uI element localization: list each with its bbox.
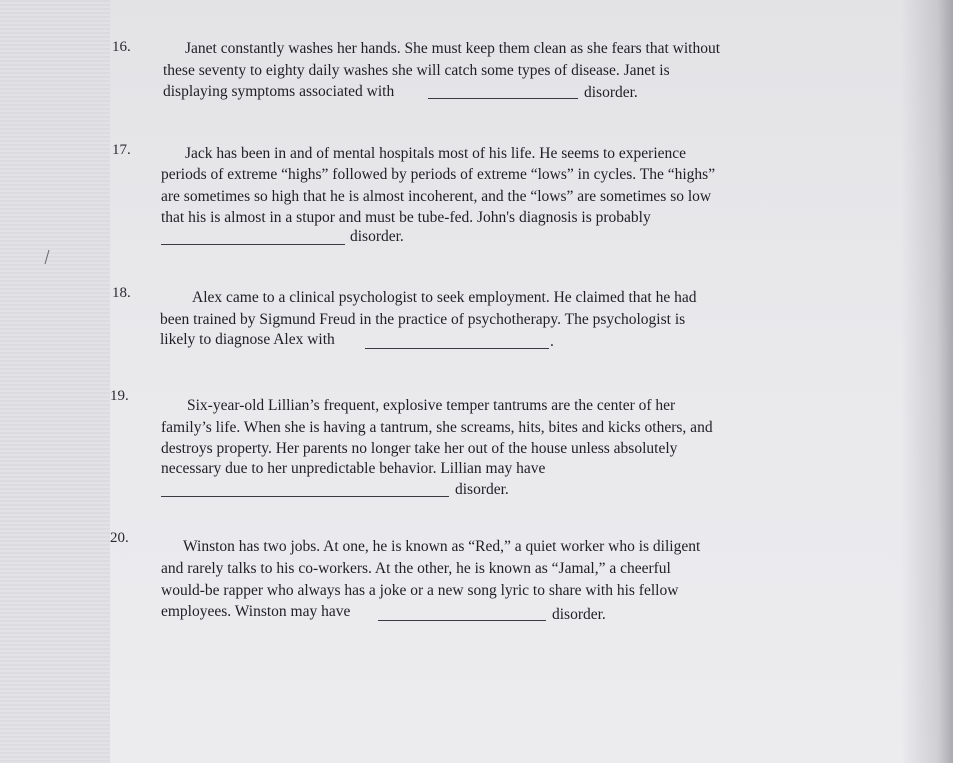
question-text-line: family’s life. When she is having a tantrum, she screams, hits, bites and kicks others, and <box>161 419 713 436</box>
answer-blank[interactable] <box>428 86 578 99</box>
question-text-line: would-be rapper who always has a joke or a new song lyric to share with his fellow <box>161 582 679 599</box>
pen-mark <box>44 250 50 264</box>
question-text-line: . <box>550 333 554 350</box>
question-text-line: employees. Winston may have <box>161 603 351 620</box>
question-number: 19. <box>110 388 129 404</box>
question-number: 16. <box>112 39 131 55</box>
answer-blank[interactable] <box>378 608 546 621</box>
question-text-line: been trained by Sigmund Freud in the practice of psychotherapy. The psychologist is <box>160 311 686 328</box>
question-number: 18. <box>112 285 131 301</box>
question-text-line: these seventy to eighty daily washes she will catch some types of disease. Janet is <box>163 62 670 79</box>
question-text-line: disorder. <box>584 84 638 101</box>
question-text-line: Alex came to a clinical psychologist to seek employment. He claimed that he had <box>192 289 697 306</box>
question-text-line: disorder. <box>350 228 404 245</box>
question-text-line: Six-year-old Lillian’s frequent, explosive temper tantrums are the center of her <box>187 397 676 414</box>
question-text-line: periods of extreme “highs” followed by periods of extreme “lows” in cycles. The “highs” <box>161 166 716 183</box>
question-number: 17. <box>112 142 131 158</box>
question-text-line: Winston has two jobs. At one, he is known as “Red,” a quiet worker who is diligent <box>183 538 701 555</box>
page-right-edge-shadow <box>901 0 953 763</box>
answer-blank[interactable] <box>161 484 449 497</box>
question-text-line: displaying symptoms associated with <box>163 83 395 100</box>
question-text-line: and rarely talks to his co-workers. At the other, he is known as “Jamal,” a cheerful <box>161 560 671 577</box>
question-text-line: disorder. <box>455 481 509 498</box>
question-text-line: necessary due to her unpredictable behavior. Lillian may have <box>161 460 546 477</box>
question-number: 20. <box>110 530 129 546</box>
question-text-line: are sometimes so high that he is almost incoherent, and the “lows” are sometimes so low <box>161 188 712 205</box>
question-text-line: Jack has been in and of mental hospitals most of his life. He seems to experience <box>185 145 687 162</box>
question-text-line: destroys property. Her parents no longer take her out of the house unless absolutely <box>161 440 678 457</box>
question-text-line: disorder. <box>552 606 606 623</box>
question-text-line: that his is almost in a stupor and must be tube-fed. John's diagnosis is probably <box>161 209 651 226</box>
page-left-margin <box>0 0 110 763</box>
answer-blank[interactable] <box>365 336 549 349</box>
answer-blank[interactable] <box>161 232 345 245</box>
question-text-line: likely to diagnose Alex with <box>160 331 335 348</box>
question-text-line: Janet constantly washes her hands. She must keep them clean as she fears that without <box>185 40 721 57</box>
